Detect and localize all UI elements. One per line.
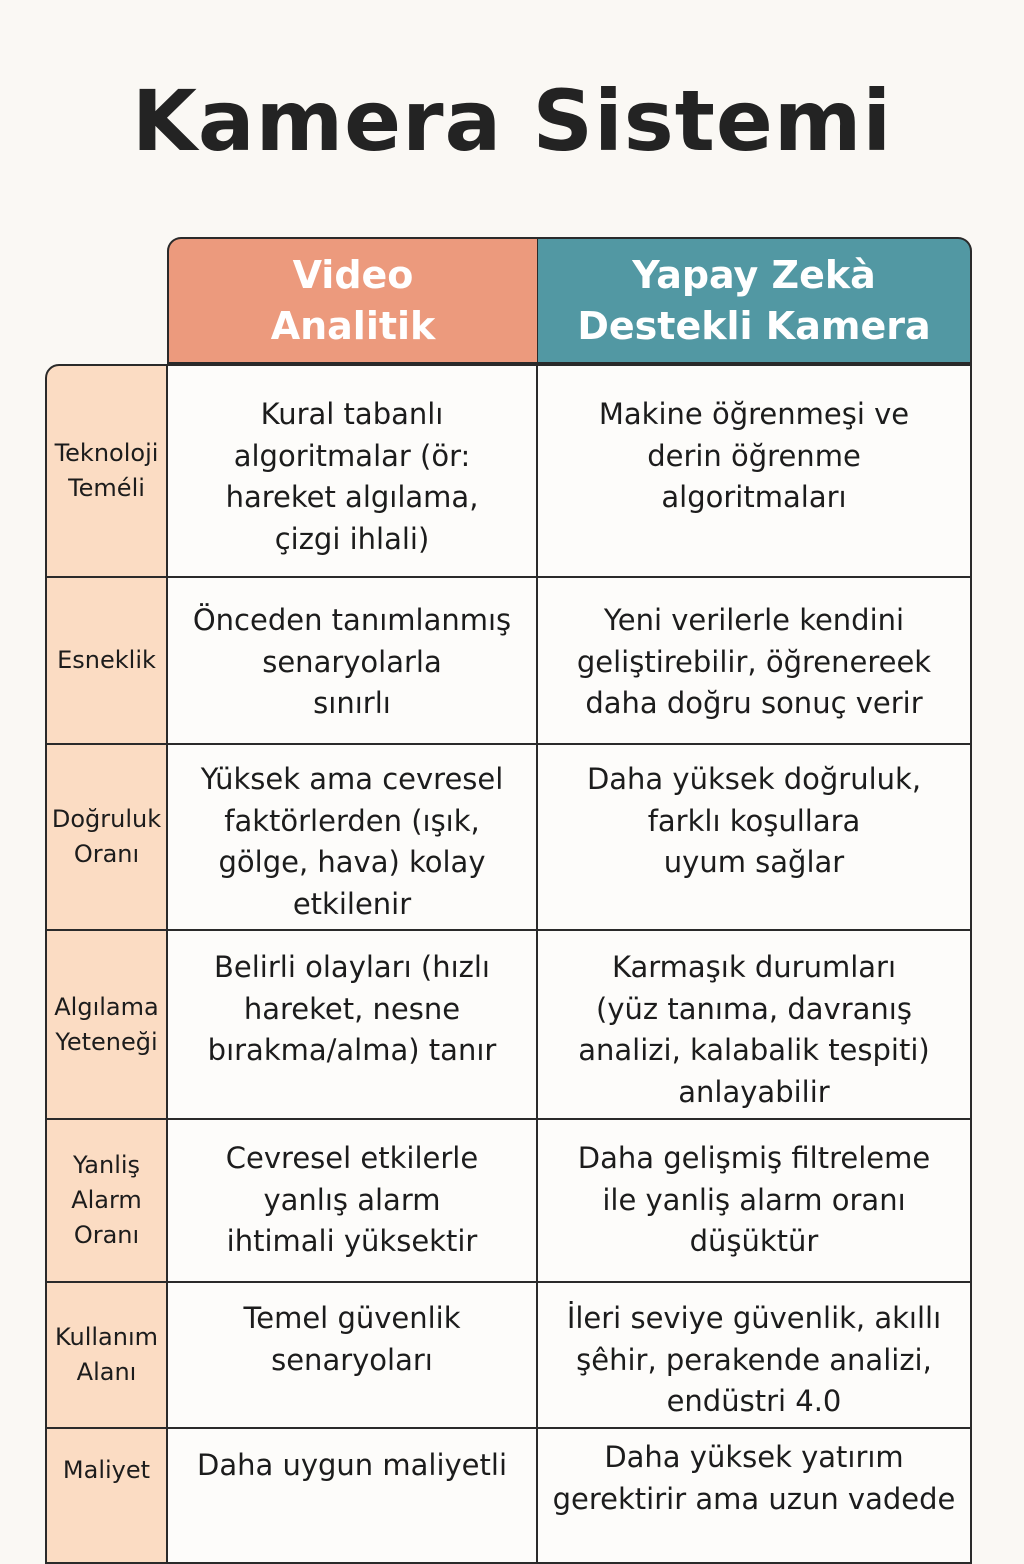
ai-cell: İleri seviye güvenlik, akıllı şêhir, perakende analizi, endüstri 4.0 <box>538 1283 972 1429</box>
ai-cell: Yeni verilerle kendini geliştirebilir, öğrenereek daha doğru sonuç verir <box>538 578 972 745</box>
table-row-accuracy <box>45 745 972 931</box>
column-header-ai-camera <box>537 237 972 364</box>
ai-cell: Karmaşık durumları (yüz tanıma, davranış analizi, kalabalik tespiti) anlayabilir <box>538 931 972 1120</box>
row-label: Doğruluk Oranı <box>45 745 168 931</box>
row-label: Esneklik <box>45 578 168 745</box>
ai-cell: Daha gelişmiş filtreleme ile yanliş alarm oranı düşüktür <box>538 1120 972 1283</box>
table-row-flexibility <box>45 578 972 745</box>
table-row-cost <box>45 1429 972 1564</box>
row-label: Kullanım Alanı <box>45 1283 168 1429</box>
row-label: Maliyet <box>45 1429 168 1564</box>
video-cell: Cevresel etkilerle yanlış alarm ihtimali yüksektir <box>168 1120 538 1283</box>
table-row-detection <box>45 931 972 1120</box>
video-cell: Önceden tanımlanmış senaryolarla sınırlı <box>168 578 538 745</box>
column-header-ai-label: Yapay Zekà Destekli Kamera <box>577 252 931 348</box>
column-header-video-label: Video Analitik <box>270 252 436 348</box>
ai-cell: Daha yüksek doğruluk, farklı koşullara uyum sağlar <box>538 745 972 931</box>
video-cell: Yüksek ama cevresel faktörlerden (ışık, gölge, hava) kolay etkilenir <box>168 745 538 931</box>
row-label: Teknoloji Teméli <box>45 364 168 578</box>
video-cell: Daha uygun maliyetli <box>168 1429 538 1564</box>
video-cell: Belirli olayları (hızlı hareket, nesne bırakma/alma) tanır <box>168 931 538 1120</box>
row-label: Algılama Yeteneği <box>45 931 168 1120</box>
ai-cell: Daha yüksek yatırım gerektirir ama uzun vadede <box>538 1429 972 1564</box>
column-header-video-analytics <box>167 237 538 364</box>
table-row-usage-area <box>45 1283 972 1429</box>
ai-cell: Makine öğrenmeşi ve derin öğrenme algoritmaları <box>538 364 972 578</box>
comparison-table <box>45 364 972 1564</box>
row-label: Yanliş Alarm Oranı <box>45 1120 168 1283</box>
table-row-false-alarm <box>45 1120 972 1283</box>
table-row-technology <box>45 364 972 578</box>
page-title: Kamera Sistemi <box>131 72 893 170</box>
video-cell: Temel güvenlik senaryoları <box>168 1283 538 1429</box>
video-cell: Kural tabanlı algoritmalar (ör: hareket algılama, çizgi ihlali) <box>168 364 538 578</box>
